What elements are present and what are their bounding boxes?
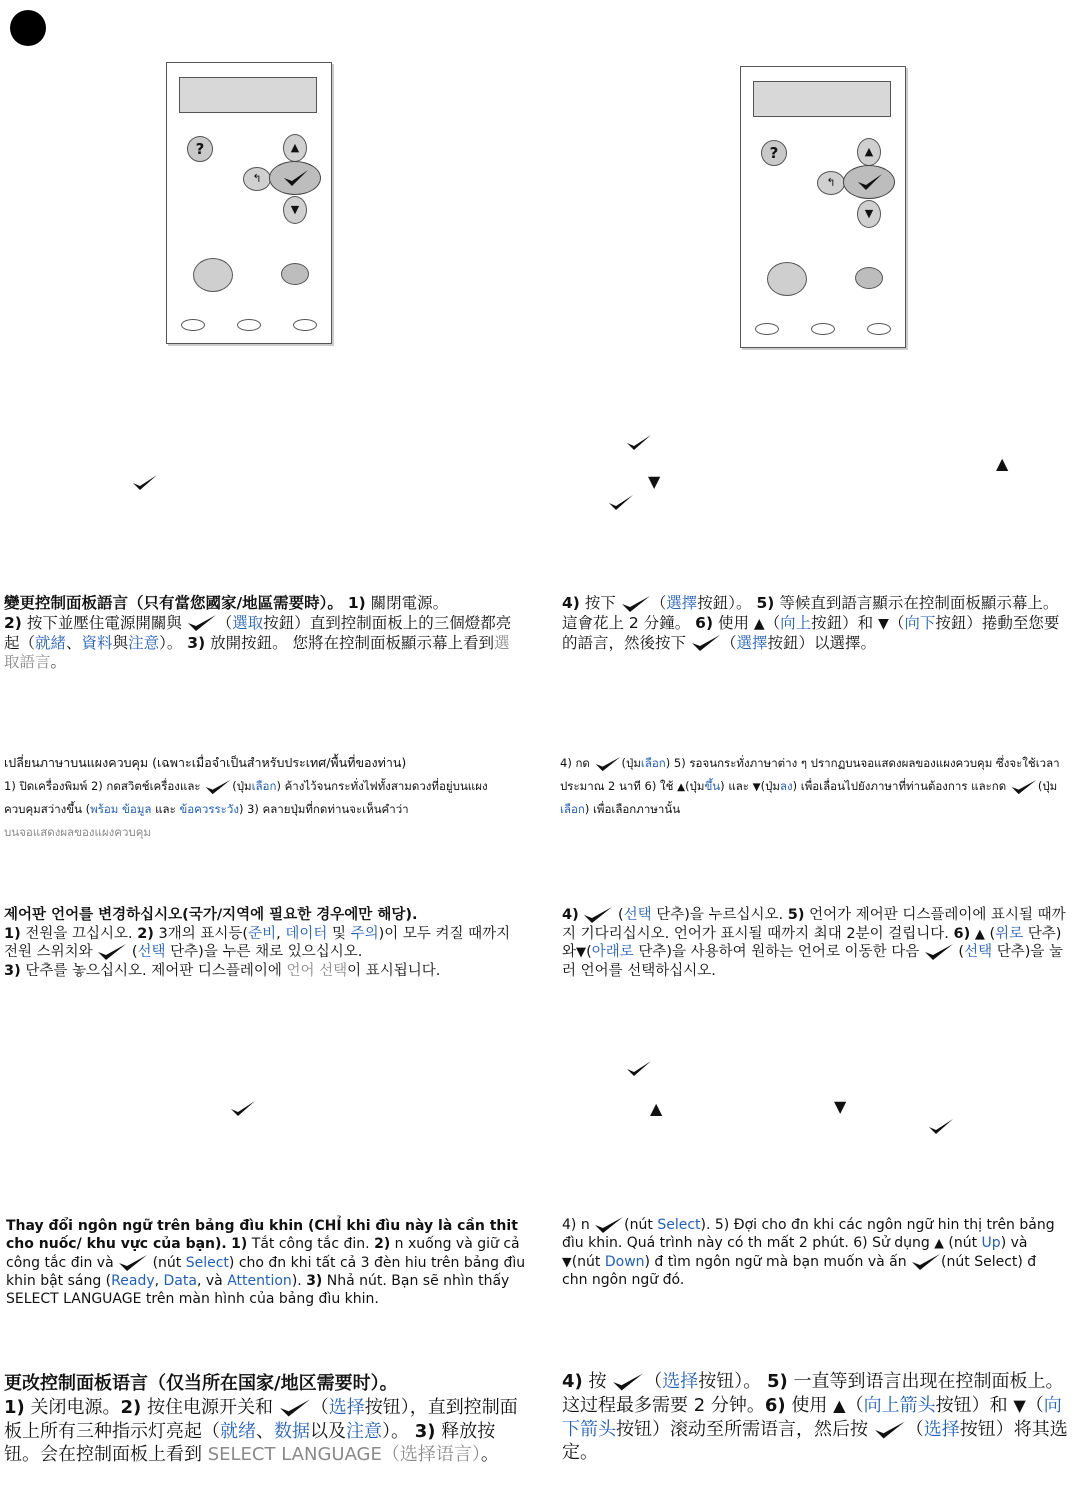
down-arrow-icon: ▼ [648, 472, 661, 491]
down-arrow-icon: ▼ [834, 1097, 847, 1116]
down-arrow-icon: ▼ [1013, 1395, 1026, 1415]
control-panel-left [166, 62, 332, 344]
up-arrow-icon: ▲ [833, 1395, 846, 1415]
checkmark-icon [856, 172, 884, 192]
up-arrow-icon: ▲ [996, 454, 1009, 473]
ko-left-text: 제어판 언어를 변경하십시오(국가/지역에 필요한 경우에만 해당). 1) 전원을 끄십시오. 2) 3개의 표시등(준비, 데이터 및 주의)이 모두 켜질 때까지 전원 스위치와 (선택 단추)을 누른 채로 있으십시오. 3) 단추를 놓으십시오. 제어판 디스플레이에 언어 선택이 표시됩니다. [4, 907, 511, 979]
checkmark-icon [187, 614, 217, 632]
checkmark-icon [612, 1372, 644, 1392]
attention-led [867, 323, 891, 335]
checkmark-icon [874, 1420, 906, 1440]
select-button [843, 165, 895, 199]
checkmark-icon [621, 595, 651, 613]
checkmark-icon [279, 1398, 311, 1418]
checkmark-icon [626, 1060, 652, 1078]
checkmark-icon [583, 906, 613, 924]
checkmark-icon [204, 779, 232, 795]
large-button [767, 262, 807, 296]
down-arrow-icon: ▼ [283, 196, 307, 224]
ko-right-text: 4) (선택 단추)을 누르십시오. 5) 언어가 제어판 디스플레이에 표시될 때까지 기다리십시오. 언어가 표시될 때까지 최대 2분이 걸립니다. 6) ▲ (위로 단추)와▼(아래로 단추)을 사용하여 원하는 언어로 이동한 다음 (선택 단추)을 눌러 언어를 선택하십시오. [562, 907, 1066, 979]
display-screen [179, 77, 317, 113]
ready-led [755, 323, 779, 335]
zh-cn-right-text: 4) 按 （选择按钮）。 5) 一直等到语言出现在控制面板上。这过程最多需要 2 分钟。6) 使用 ▲（向上箭头按钮）和 ▼（向下箭头按钮）滚动至所需语言，然后按 （选择按钮）将其选定。 [562, 1371, 1068, 1464]
small-button [855, 267, 883, 289]
data-led [237, 319, 261, 331]
help-icon: ? [761, 140, 787, 166]
checkmark-icon [118, 1254, 148, 1272]
checkmark-icon [911, 1253, 941, 1271]
th-right-text: 4) กด (ปุ่มเลือก) 5) รอจนกระทั่งภาษาต่าง ๆ ปรากฏบนจอแสดงผลของแผงควบคุม ซึ่งจะใช้เวลาประมาณ 2 นาที 6) ใช้ ▲(ปุ่มขึ้น) และ ▼(ปุ่มลง) เพื่อเลื่อนไปยังภาษาที่ท่านต้องการ และกด (ปุ่มเลือก) เพื่อเลือกภาษานั้น [560, 756, 1060, 816]
control-panel-right [740, 66, 906, 348]
up-arrow-icon: ▲ [283, 134, 307, 162]
vi-left-text: Thay đổi ngôn ngữ trên bảng đìu khin (CHỈ khi đìu này là cần thit cho nuốc/ khu vực của bạn). 1) Tắt công tắc đin. 2) n xuống và giữ cả công tắc đin và (nút Select) cho đn khi tất cả 3 đèn hiu trên bảng đìu khin bật sáng (Ready, Data, và Attention). 3) Nhả nút. Bạn sẽ nhìn thấy SELECT LANGUAGE trên màn hình của bảng đìu khin. [6, 1218, 526, 1307]
small-button [281, 263, 309, 285]
back-icon: ↰ [817, 171, 845, 195]
checkmark-icon [97, 943, 127, 961]
up-arrow-icon: ▲ [974, 926, 985, 942]
down-arrow-icon: ▼ [878, 615, 889, 632]
checkmark-icon [594, 1216, 624, 1234]
checkmark-icon [608, 494, 634, 512]
zh-tw-left-text: 變更控制面板語言（只有當您國家/地區需要時）。 1) 關閉電源。 2) 按下並壓住電源開關與 （選取按鈕）直到控制面板上的三個燈都亮起（就緒、資料與注意）。 3) 放開按鈕。 您將在控制面板顯示幕上看到選取語言。 [4, 594, 512, 672]
zh-cn-left-text: 更改控制面板语言（仅当所在国家/地区需要时）。 1) 关闭电源。2) 按住电源开关和 （选择按钮），直到控制面板上所有三种指示灯亮起（就绪、数据以及注意）。 3) 释放按钮。会在控制面板上看到 SELECT LANGUAGE（选择语言）。 [4, 1373, 518, 1466]
checkmark-icon [691, 634, 721, 652]
down-arrow-icon: ▼ [857, 200, 881, 228]
attention-led [293, 319, 317, 331]
help-icon: ? [187, 136, 213, 162]
up-arrow-icon: ▲ [934, 1234, 944, 1250]
checkmark-icon [928, 1118, 954, 1136]
step-badge [10, 10, 46, 46]
th-left-text: เปลี่ยนภาษาบนแผงควบคุม (เฉพาะเมื่อจำเป็นสำหรับประเทศ/พื้นที่ของท่าน) 1) ปิดเครื่องพิมพ์ 2) กดสวิตช์เครื่องและ (ปุ่มเลือก) ค้างไว้จนกระทั่งไฟทั้งสามดวงที่อยู่บนแผงควบคุมสว่างขึ้น (พร้อม ข้อมูล และ ข้อควรระวัง) 3) คลายปุ่มที่กดท่านจะเห็นคำว่า บนจอแสดงผลของแผงควบคุม [4, 755, 488, 839]
ready-led [181, 319, 205, 331]
display-screen [753, 81, 891, 117]
checkmark-icon [1010, 779, 1038, 795]
up-arrow-icon: ▲ [677, 781, 686, 793]
down-arrow-icon: ▼ [562, 1253, 572, 1269]
checkmark-icon [626, 434, 652, 452]
zh-tw-right-text: 4) 按下 （選擇按鈕）。 5) 等候直到語言顯示在控制面板顯示幕上。這會花上 2 分鐘。 6) 使用 ▲（向上按鈕）和 ▼（向下按鈕）捲動至您要的語言，然後按下 （選擇按鈕）以選擇。 [562, 594, 1060, 652]
up-arrow-icon: ▲ [753, 615, 765, 632]
down-arrow-icon: ▼ [576, 945, 587, 961]
down-arrow-icon: ▼ [752, 781, 761, 793]
large-button [193, 258, 233, 292]
checkmark-icon [132, 474, 158, 492]
select-button [269, 161, 321, 195]
data-led [811, 323, 835, 335]
checkmark-icon [282, 168, 310, 188]
checkmark-icon [594, 756, 622, 772]
vi-right-text: 4) n (nút Select). 5) Đợi cho đn khi các ngôn ngữ hin thị trên bảng đìu khin. Quá trình này có th mất 2 phút. 6) Sử dụng ▲ (nút Up) và ▼(nút Down) đ tìm ngôn ngữ mà bạn muốn và ấn (nút Select) đ chn ngôn ngữ đó. [562, 1217, 1055, 1288]
up-arrow-icon: ▲ [857, 138, 881, 166]
up-arrow-icon: ▲ [650, 1099, 663, 1118]
checkmark-icon [924, 943, 954, 961]
checkmark-icon [230, 1100, 256, 1118]
back-icon: ↰ [243, 167, 271, 191]
